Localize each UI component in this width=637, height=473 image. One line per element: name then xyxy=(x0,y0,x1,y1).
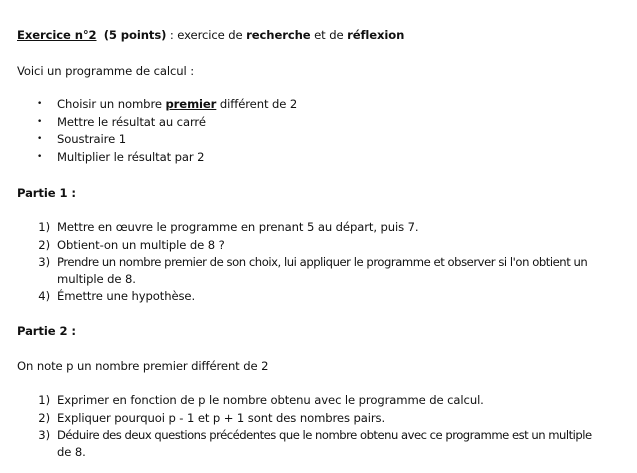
part2-q3-text: Déduire des deux questions précédentes que le nombre obtenu avec ce programme est un multiple xyxy=(57,428,592,442)
part2-q2-text: Expliquer pourquoi p - 1 et p + 1 sont des nombres pairs. xyxy=(57,411,386,425)
part2-q3-num: 3) xyxy=(38,428,50,442)
step1-prefix: Choisir un nombre xyxy=(57,97,166,111)
part1-q3-continuation: multiple de 8. xyxy=(57,272,136,286)
exercise-points: (5 points) xyxy=(103,28,167,42)
step1-keyword: premier xyxy=(165,97,217,111)
part1-q4-num: 4) xyxy=(38,289,50,303)
intro-text: Voici un programme de calcul : xyxy=(17,64,195,78)
bullet-2: • xyxy=(37,117,43,127)
part1-q2-num: 2) xyxy=(38,238,50,252)
part1-q4-text: Émettre une hypothèse. xyxy=(57,289,196,303)
part1-q3-num: 3) xyxy=(38,255,50,269)
part1-q1-text: Mettre en œuvre le programme en prenant 5 au départ, puis 7. xyxy=(57,220,419,234)
header-word-recherche: recherche xyxy=(246,28,311,42)
part1-title: Partie 1 : xyxy=(17,186,76,200)
bullet-3: • xyxy=(37,134,43,144)
header-text-1: : exercice de xyxy=(166,28,247,42)
program-step-1 xyxy=(57,96,297,113)
step1-suffix: différent de 2 xyxy=(216,97,298,111)
part2-q2-num: 2) xyxy=(38,411,50,425)
part2-q3-continuation: de 8. xyxy=(57,445,86,459)
part2-q1-num: 1) xyxy=(38,393,50,407)
part1-q3-text: Prendre un nombre premier de son choix, lui appliquer le programme et observer si l'on obtient un xyxy=(57,255,588,269)
header-text-2: et de xyxy=(310,28,348,42)
part2-q1-text: Exprimer en fonction de p le nombre obtenu avec le programme de calcul. xyxy=(57,393,484,407)
exercise-label: Exercice n°2 xyxy=(17,28,97,42)
part2-intro: On note p un nombre premier différent de 2 xyxy=(17,359,269,373)
part2-title: Partie 2 : xyxy=(17,324,76,338)
header-word-reflexion: réflexion xyxy=(347,28,405,42)
bullet-4: • xyxy=(37,152,43,162)
program-step-2: Mettre le résultat au carré xyxy=(57,115,206,129)
program-step-3: Soustraire 1 xyxy=(57,132,126,146)
part1-q1-num: 1) xyxy=(38,220,50,234)
part1-q2-text: Obtient-on un multiple de 8 ? xyxy=(57,238,225,252)
program-step-4: Multiplier le résultat par 2 xyxy=(57,150,205,164)
bullet-1: • xyxy=(37,99,43,109)
exercise-header xyxy=(17,27,404,44)
